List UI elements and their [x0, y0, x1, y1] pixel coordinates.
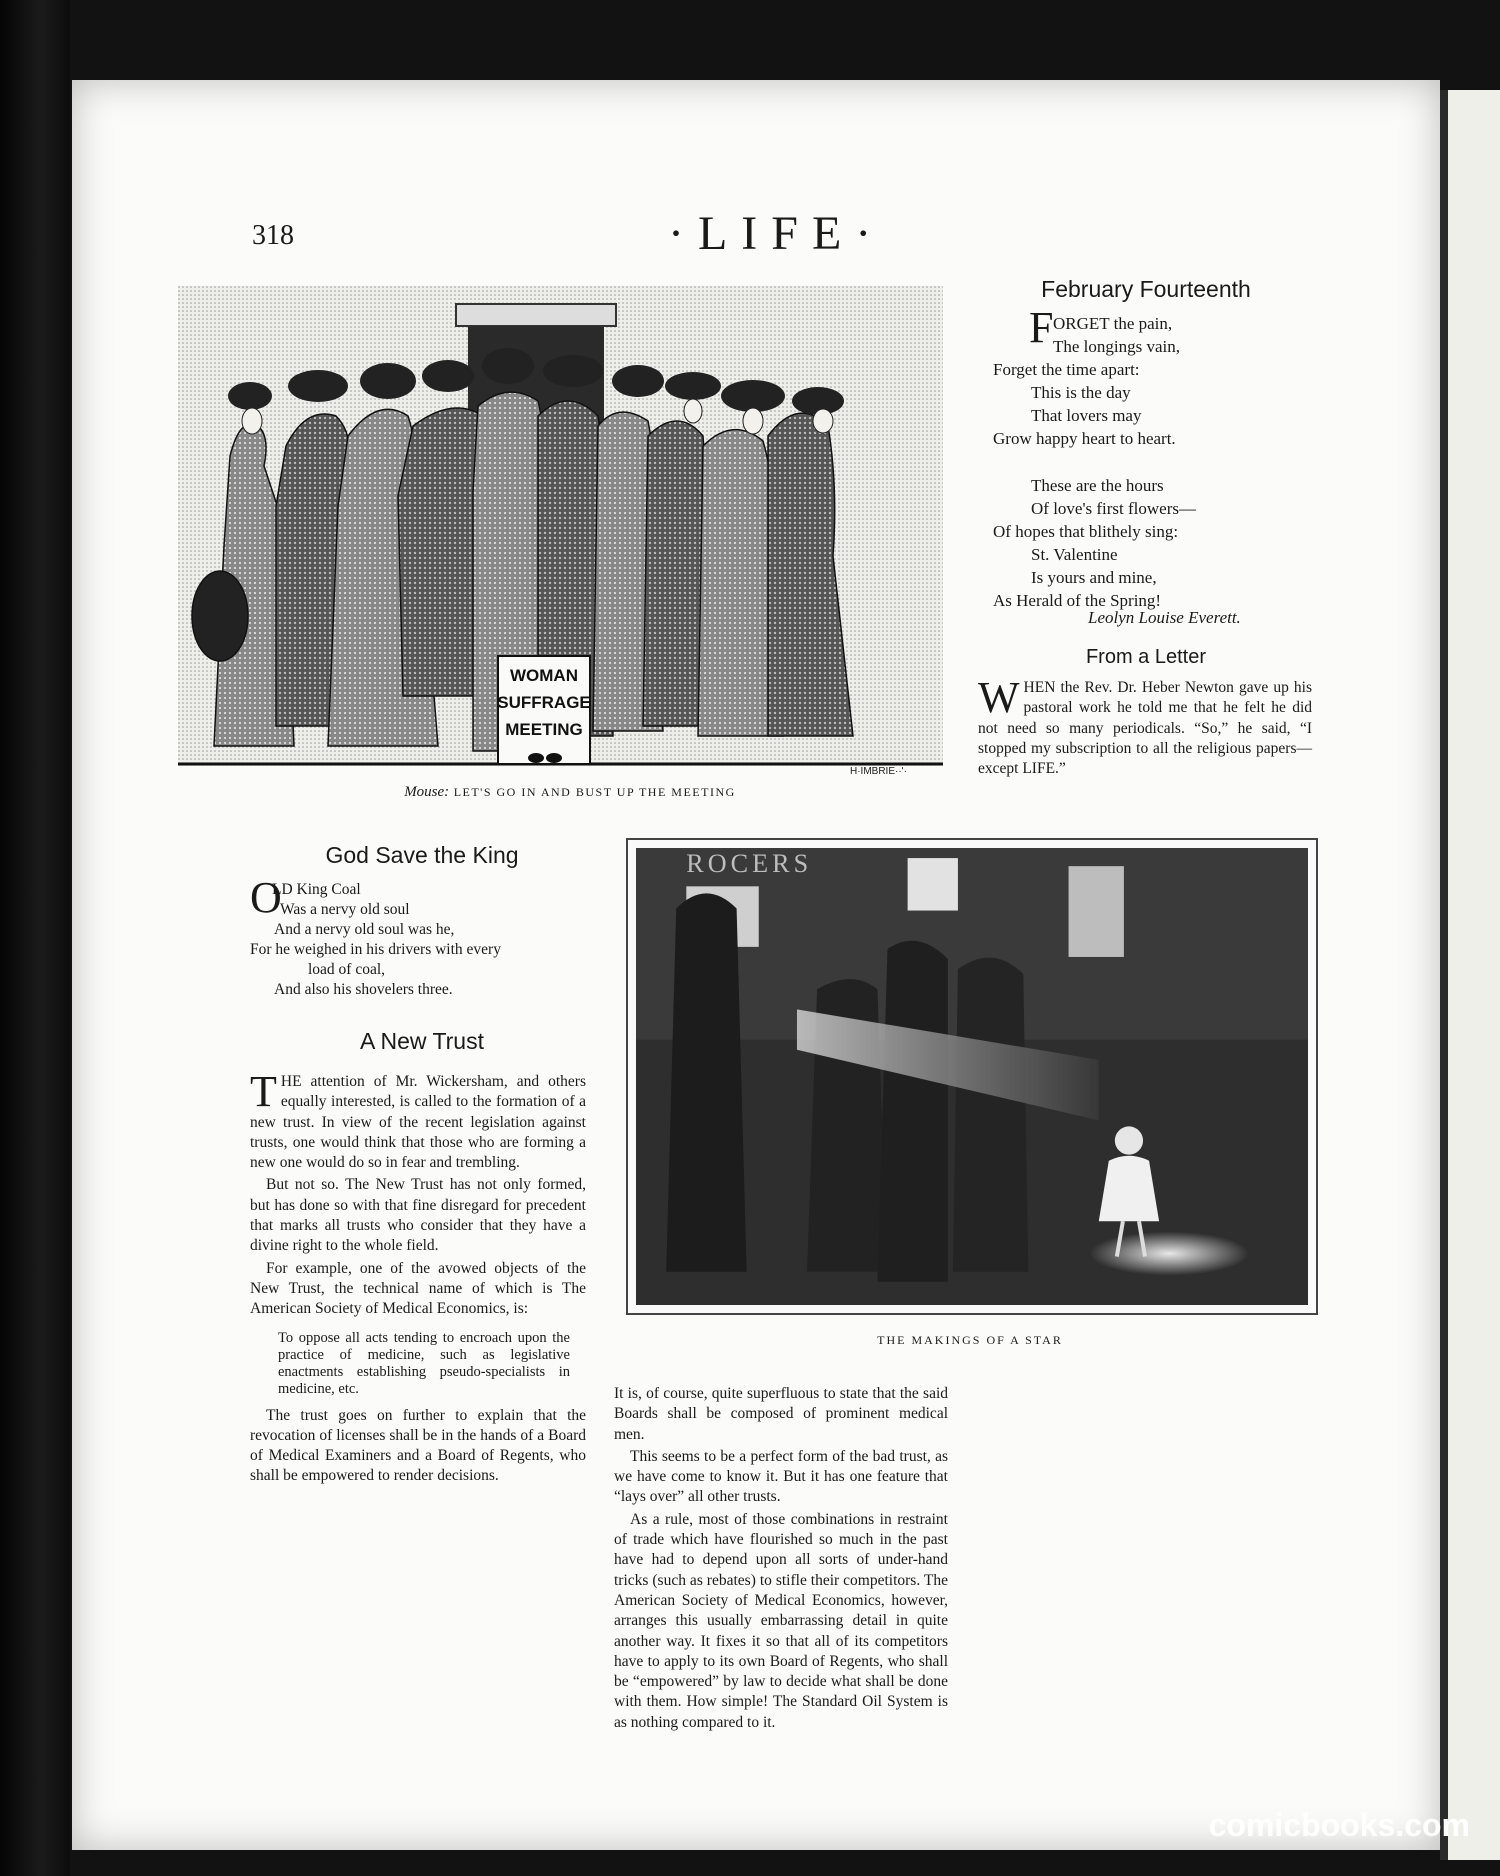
page-number: 318: [252, 220, 294, 251]
suffrage-cartoon: [178, 286, 943, 766]
poem-line: That lovers may: [1031, 406, 1142, 425]
article-paragraph: It is, of course, quite superfluous to state that the said Boards shall be composed of prominent medical men.: [614, 1385, 948, 1443]
poem-line: St. Valentine: [1031, 545, 1118, 564]
poem-line: For he weighed in his drivers with every: [250, 941, 501, 958]
dropcap: W: [978, 673, 1020, 722]
scan-border: [0, 0, 70, 1876]
article-paragraph: This seems to be a perfect form of the bad trust, as we have come to know it. But it has one feature that “lays over” all other trusts.: [614, 1447, 948, 1506]
article-paragraph: But not so. The New Trust has not only formed, but has done so with that fine disregard for precedent that marks all trusts who consider that they have a divine right to the whole field.: [250, 1176, 586, 1255]
article-quote: To oppose all acts tending to encroach upon the practice of medicine, such as legislative enactments establishing pseudo-specialists in medicine, etc.: [278, 1329, 570, 1397]
article-paragraph: HE attention of Mr. Wickersham, and others equally interested, is called to the formation of a new trust. In view of the recent legislation against trusts, one would think that those who are forming a new one would do so in fear and trembling.: [250, 1073, 586, 1172]
cartoon-caption: [260, 784, 880, 801]
letter-text: HEN the Rev. Dr. Heber Newton gave up his pastoral work he told me that he felt he did not need so many periodicals. “So,” he said, “I stopped my subscription to all the religious papers—except LIFE.”: [978, 679, 1312, 778]
poem-author: Leolyn Louise Everett.: [1088, 608, 1241, 627]
watermark: comicbooks.com: [1208, 1807, 1470, 1843]
shop-sign: ROCERS: [686, 849, 813, 879]
poem-line: LD King Coal: [272, 881, 361, 898]
poem-line: Forget the time apart:: [993, 360, 1140, 379]
artist-signature: H·IMBRIE··'·: [850, 766, 907, 777]
article-paragraph: For example, one of the avowed objects of the New Trust, the technical name of which is The American Society of Medical Economics, is:: [250, 1259, 586, 1318]
article-paragraph: As a rule, most of those combinations in restraint of trade which have flourished so much in the past have had to depend upon all sorts of under-hand tricks (such as rebates) to stifle their competitors. The American Society of Medical Economics, however, arranges this usually embarrassing detail in quite another way. It fixes it so that all of its competitors have to apply to its own Board of Regents, who shall be “empowered” by law to decide what shall be done with them. How simple! The Standard Oil System is as nothing compared to it.: [614, 1510, 948, 1731]
dropcap: O: [250, 873, 282, 922]
poem-line: These are the hours: [1031, 476, 1164, 495]
sign-line: MEETING: [505, 720, 583, 739]
poem-body: [993, 303, 1293, 612]
poem-title: God Save the King: [325, 842, 519, 868]
poem-line: load of coal,: [308, 961, 386, 978]
poem-line: And also his shovelers three.: [274, 981, 453, 998]
star-photo: [626, 838, 1318, 1315]
sign-line: SUFFRAGE: [497, 693, 591, 712]
article-title: A New Trust: [360, 1028, 484, 1054]
poem-line: The longings vain,: [1053, 337, 1181, 356]
dropcap: F: [1029, 303, 1054, 352]
poem-line: Of hopes that blithely sing:: [993, 522, 1179, 541]
poem-line: This is the day: [1031, 383, 1131, 402]
poem-line: As Herald of the Spring!: [993, 591, 1162, 610]
dropcap: T: [250, 1067, 277, 1116]
letter-body: [978, 673, 1312, 779]
poem-line: Was a nervy old soul: [280, 901, 410, 918]
poem-line: Of love's first flowers—: [1031, 499, 1197, 518]
caption-text: LET'S GO IN AND BUST UP THE MEETING: [449, 785, 736, 799]
sign-line: WOMAN: [510, 666, 578, 685]
poem-line: Grow happy heart to heart.: [993, 429, 1176, 448]
masthead: ·LIFE·: [668, 207, 886, 260]
article-paragraph: The trust goes on further to explain that the revocation of licenses shall be in the hands of a Board of Medical Examiners and a Board of Regents, who shall be empowered to render decisions.: [250, 1406, 586, 1485]
letter-title: From a Letter: [1085, 646, 1207, 668]
facing-page-edge: [1440, 90, 1500, 1860]
photo-caption: THE MAKINGS OF A STAR: [877, 1333, 1063, 1347]
poem-line: And a nervy old soul was he,: [274, 921, 455, 938]
poem-title: February Fourteenth: [1041, 276, 1251, 302]
poem-line: ORGET the pain,: [1053, 314, 1173, 333]
article-col-2: [614, 1384, 948, 1735]
article-col-1: [250, 1067, 586, 1489]
poem-line: Is yours and mine,: [1031, 568, 1157, 587]
caption-speaker: Mouse:: [404, 784, 450, 800]
poem-body: [250, 873, 600, 1000]
